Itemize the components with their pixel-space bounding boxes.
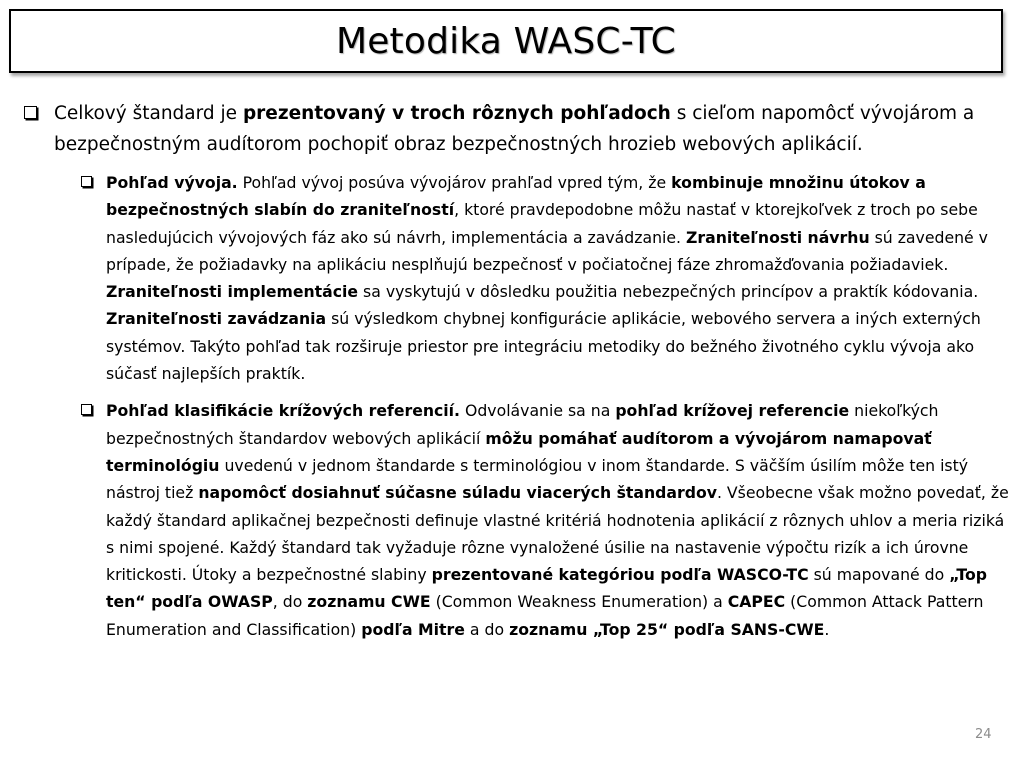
bold-text-run: môžu pomáhať audítorom a vývojárom namapovať terminológiu [106, 428, 932, 475]
sub-bullet-text [106, 401, 1009, 638]
bold-text-run: „Top ten“ podľa OWASP [106, 565, 987, 612]
checkbox-bullet-icon [81, 176, 92, 187]
text-run: niekoľkých bezpečnostných štandardov webových aplikácií [106, 401, 939, 448]
text-run: , ktoré pravdepodobne môžu nastať v ktorejkoľvek z troch po sebe nasledujúcich vývojových fáz ako sú návrh, implementácia a zavádzanie. [106, 200, 978, 247]
text-run: sa vyskytujú v dôsledku použitia nebezpečných princípov a praktík kódovania. [358, 282, 979, 302]
text-run: Celkový štandard je [54, 103, 243, 124]
slide-title: Metodika WASC-TC [335, 20, 677, 62]
checkbox-bullet-icon [24, 106, 37, 119]
text-run: a do [464, 619, 510, 639]
bold-text-run: podľa Mitre [361, 619, 465, 639]
text-run: (Common Weakness Enumeration) a [430, 592, 728, 612]
text-run: uvedenú v jednom štandarde s terminológiou v inom štandarde. S väčším úsilím môže ten istý nástroj tiež [106, 455, 969, 503]
text-run: Odvolávanie sa na [460, 401, 616, 421]
sub-bullet-cross-reference-view [20, 397, 1010, 643]
bold-text-run: kombinuje množinu útokov a bezpečnostných slabín do zraniteľností [106, 173, 926, 220]
bold-text-run: Pohľad klasifikácie krížových referencií. [106, 401, 461, 421]
text-run: s cieľom napomôcť vývojárom a bezpečnostným audítorom pochopiť obraz bezpečnostných hrozieb webových aplikácií. [54, 103, 975, 155]
bold-text-run: CAPEC [727, 592, 786, 612]
slide-title-box [9, 9, 1003, 73]
bold-text-run: napomôcť dosiahnuť súčasne súladu viacerých štandardov [198, 483, 717, 503]
bold-text-run: zoznamu „Top 25“ podľa SANS-CWE [509, 619, 825, 639]
bold-text-run: Zraniteľnosti návrhu [686, 227, 870, 247]
text-run: sú mapované do [808, 565, 950, 585]
text-run: , do [272, 592, 308, 612]
bold-text-run: zoznamu CWE [307, 592, 431, 612]
bold-text-run: prezentované kategóriou podľa WASCO-TC [431, 565, 809, 585]
slide-content [20, 98, 1010, 643]
text-run: (Common Attack Pattern Enumeration and Classification) [106, 592, 984, 639]
text-run: . [824, 619, 830, 639]
text-run: sú výsledkom chybnej konfigurácie aplikácie, webového servera a iných externých systémov. Takýto pohľad tak rozširuje priestor pre integráciu metodiky do bežného životného cyklu vývoja ako súčasť najlepších praktík. [106, 309, 981, 384]
sub-bullet-development-view [20, 169, 1010, 387]
page-number: 24 [975, 727, 992, 742]
checkbox-bullet-icon [81, 404, 92, 415]
bold-text-run: Zraniteľnosti zavádzania [106, 309, 327, 329]
bullet-text [54, 103, 974, 155]
text-run: sú zavedené v prípade, že požiadavky na aplikáciu nesplňujú bezpečnosť v počiatočnej fáze zhromažďovania požiadaviek. [106, 227, 988, 274]
bold-text-run: Pohľad vývoja. [106, 173, 238, 192]
bold-text-run: pohľad krížovej referencie [615, 401, 850, 421]
text-run: Pohľad vývoj posúva vývojárov prahľad vpred tým, že [237, 173, 672, 192]
text-run: . Všeobecne však možno povedať, že každý štandard aplikačnej bezpečnosti definuje vlastné kritériá hodnotenia aplikácií z rôznych uhlov a meria riziká s nimi spojené. Každý štandard tak vyžaduje rôzne vynaložené úsilie na nastavenie výpočtu rizík a ich úrovne kritickosti. Útoky a bezpečnostné slabiny [106, 483, 1009, 585]
sub-bullet-text [106, 173, 988, 383]
bold-text-run: Zraniteľnosti implementácie [106, 282, 359, 302]
bullet-level-1 [20, 98, 1010, 160]
bold-text-run: prezentovaný v troch rôznych pohľadoch [242, 103, 671, 124]
